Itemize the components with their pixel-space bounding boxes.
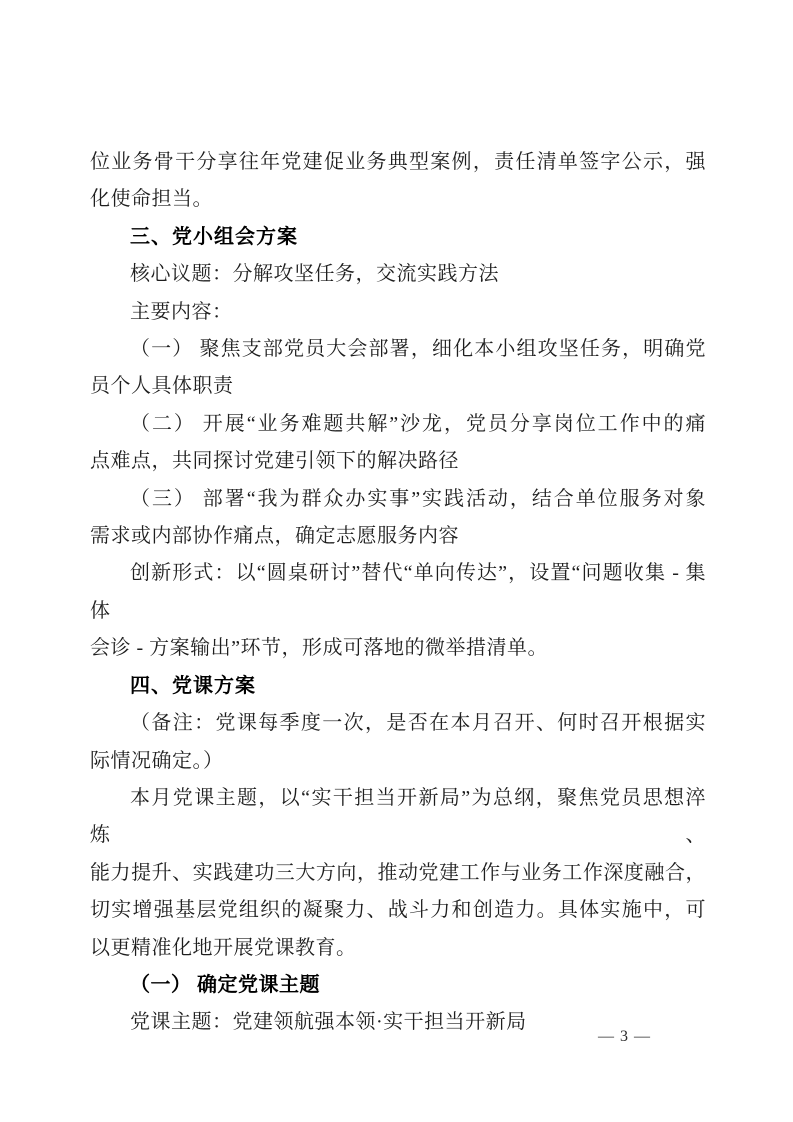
text-line: 主要内容：: [130, 300, 233, 323]
text-line: （一） 聚焦支部党员大会部署，细化本小组攻坚任务，明确党: [130, 338, 706, 361]
text-line: 需求或内部协作痛点，确定志愿服务内容: [90, 525, 459, 548]
text-line: 切实增强基层党组织的凝聚力、战斗力和创造力。具体实施中，可: [90, 899, 706, 922]
document-body: [90, 144, 706, 1042]
text-line: （备注：党课每季度一次，是否在本月召开、何时召开根据实: [130, 712, 706, 735]
page-number: — 3 —: [598, 1028, 651, 1045]
text-line: 党课主题：党建领航强本领·实干担当开新局: [130, 1011, 527, 1034]
text-line: 以更精准化地开展党课教育。: [90, 936, 357, 959]
subsection-heading: （一） 确定党课主题: [130, 973, 320, 996]
text-line: 化使命担当。: [90, 188, 213, 211]
text-line: 会诊 - 方案输出”环节，形成可落地的微举措清单。: [90, 637, 549, 660]
text-line: （二） 开展“业务难题共解”沙龙，党员分享岗位工作中的痛: [130, 412, 706, 435]
text-line: 际情况确定。）: [90, 749, 224, 772]
text-line: 点难点，共同探讨党建引领下的解决路径: [90, 450, 459, 473]
section-heading: 三、党小组会方案: [130, 225, 298, 248]
text-line: （三） 部署“我为群众办实事”实践活动，结合单位服务对象: [130, 487, 706, 510]
text-line: 创新形式：以“圆桌研讨”替代“单向传达”，设置“问题收集 - 集体: [90, 562, 706, 622]
text-line: 员个人具体职责: [90, 375, 234, 398]
text-line: 本月党课主题，以“实干担当开新局”为总纲，聚焦党员思想淬炼、: [90, 786, 706, 847]
text-line: 能力提升、实践建功三大方向，推动党建工作与业务工作深度融合，: [90, 861, 706, 884]
section-heading: 四、党课方案: [130, 674, 256, 697]
text-line: 核心议题：分解攻坚任务，交流实践方法: [130, 263, 499, 286]
text-line: 位业务骨干分享往年党建促业务典型案例，责任清单签字公示，强: [90, 151, 706, 173]
